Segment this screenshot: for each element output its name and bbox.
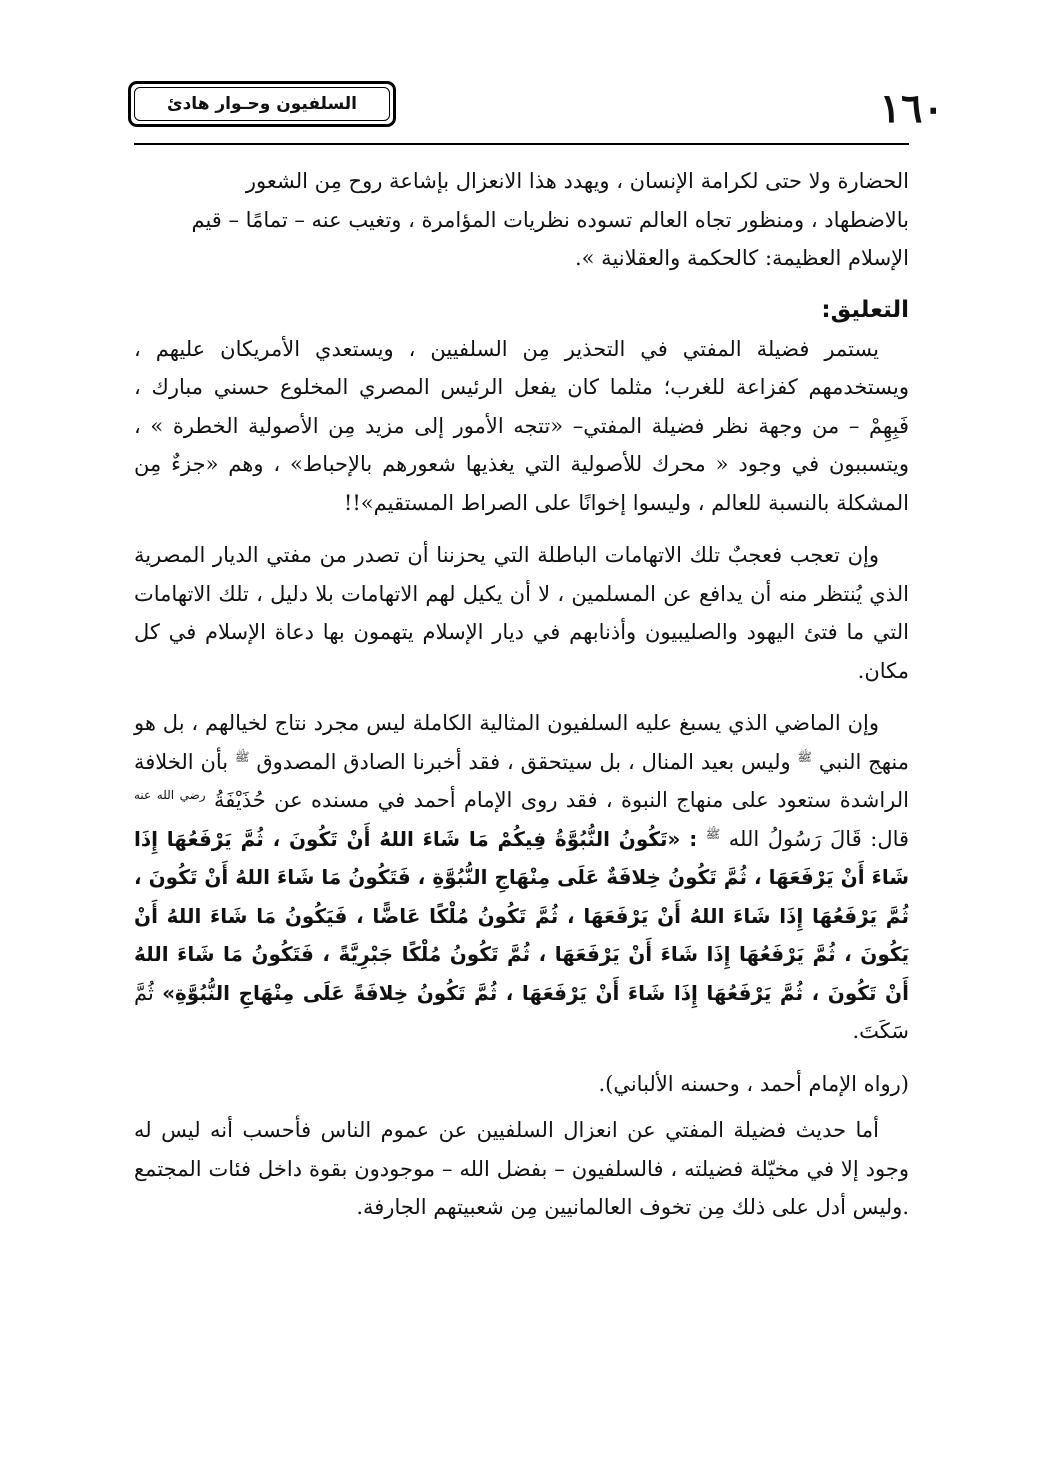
paragraph-text: بأن الخلافة الراشدة ستعود على منهاج النبوة ، فقد روى الإمام أحمد في مسنده عن حُذَيْفَةُ bbox=[134, 749, 909, 812]
paragraph-text: وإن الماضي الذي يسبغ عليه السلفيون المثالية الكاملة ليس مجرد نتاج لخيالهم ، بل هو منهج النبي bbox=[134, 711, 909, 774]
companion-mark: رضي الله عنه bbox=[134, 788, 206, 802]
salutation-mark: ﷺ bbox=[797, 749, 813, 764]
paragraph: وإن تعجب فعجبٌ تلك الاتهامات الباطلة التي يحزننا أن تصدر من مفتي الديار المصرية الذي يُنتظر منه أن يدافع عن المسلمين ، لا أن يكيل لهم الاتهامات بلا دليل ، تلك الاتهامات التي ما فتئ اليهود والصليبيون وأذنابهم في ديار الإسلام يتهمون بها دعاة الإسلام في كل مكان. bbox=[134, 543, 909, 683]
running-title: السلفيون وحـوار هادئ bbox=[134, 87, 390, 121]
page-number: ١٦٠ bbox=[879, 85, 944, 132]
intro-line: الإسلام العظيمة: كالحكمة والعقلانية ». bbox=[574, 246, 909, 270]
hadith-quote: : «تَكُونُ النُّبُوَّةُ فِيكُمْ مَا شَاءَ اللهُ أَنْ تَكُونَ ، ثُمَّ يَرْفَعُهَا إِذَا شَاءَ أَنْ يَرْفَعَهَا ، ثُمَّ تَكُونُ خِلافَةٌ عَلَى مِنْهَاجِ النُّبُوَّةِ ، فَتَكُونُ مَا شَاءَ اللهُ أَنْ تَكُونَ ، ثُمَّ يَرْفَعُهَا إِذَا شَاءَ اللهُ أَنْ يَرْفَعَهَا ، ثُمَّ تَكُونُ مُلْكًا عَاضًّا ، فَيَكُونُ مَا شَاءَ اللهُ أَنْ يَكُونَ ، ثُمَّ يَرْفَعُهَا إِذَا شَاءَ أَنْ يَرْفَعَهَا ، ثُمَّ تَكُونُ مُلْكًا جَبْرِيَّةً ، فَتَكُونُ مَا شَاءَ اللهُ أَنْ تَكُونَ ، ثُمَّ يَرْفَعُهَا إِذَا شَاءَ أَنْ يَرْفَعَهَا ، ثُمَّ تَكُونُ خِلافَةً عَلَى مِنْهَاجِ النُّبُوَّةِ» bbox=[134, 826, 909, 1005]
hadith-closing: ثُمَّ سَكَتَ. bbox=[134, 980, 909, 1043]
paragraph-with-hadith bbox=[134, 704, 909, 1051]
paragraph-text: وليس بعيد المنال ، بل سيتحقق ، فقد أخبرنا الصادق المصدوق bbox=[256, 749, 791, 774]
intro-line: الحضارة ولا حتى لكرامة الإنسان ، ويهدد هذا الانعزال بإشاعة روح مِن الشعور bbox=[245, 169, 909, 193]
salutation-mark: ﷺ bbox=[705, 826, 721, 841]
page-body bbox=[134, 162, 909, 1227]
section-heading: التعليق: bbox=[821, 296, 909, 323]
paragraph: يستمر فضيلة المفتي في التحذير مِن السلفيين ، ويستعدي الأمريكان عليهم ، ويستخدمهم كفزاعة للغرب؛ مثلما كان يفعل الرئيس المصري المخلوع حسني مبارك ، فَبِهِمْ – من وجهة نظر فضيلة المفتي– «تتجه الأمور إلى مزيد مِن الأصولية الخطرة » ، ويتسببون في وجود « محرك للأصولية التي يغذيها شعورهم بالإحباط» ، وهم «جزءٌ مِن المشكلة بالنسبة للعالم ، وليسوا إخوانًا على الصراط المستقيم»!! bbox=[134, 336, 909, 515]
running-title-frame bbox=[128, 81, 396, 127]
salutation-mark: ﷺ bbox=[235, 749, 250, 764]
paragraph: أما حديث فضيلة المفتي عن انعزال السلفيين عن عموم الناس فأحسب أنه ليس له وجود إلا في مخيّلة فضيلته ، فالسلفيون – بفضل الله – موجودون بقوة داخل فئات المجتمع .وليس أدل على ذلك مِن تخوف العالمانيين مِن شعبيتهم الجارفة. bbox=[134, 1118, 909, 1219]
intro-line: بالاضطهاد ، ومنظور تجاه العالم تسوده نظريات المؤامرة ، وتغيب عنه – تمامًا – قيم bbox=[191, 207, 909, 232]
paragraph-text: قال: قَالَ رَسُولُ الله bbox=[728, 826, 910, 851]
citation: (رواه الإمام أحمد ، وحسنه الألباني). bbox=[598, 1071, 909, 1096]
header-divider bbox=[134, 143, 909, 145]
